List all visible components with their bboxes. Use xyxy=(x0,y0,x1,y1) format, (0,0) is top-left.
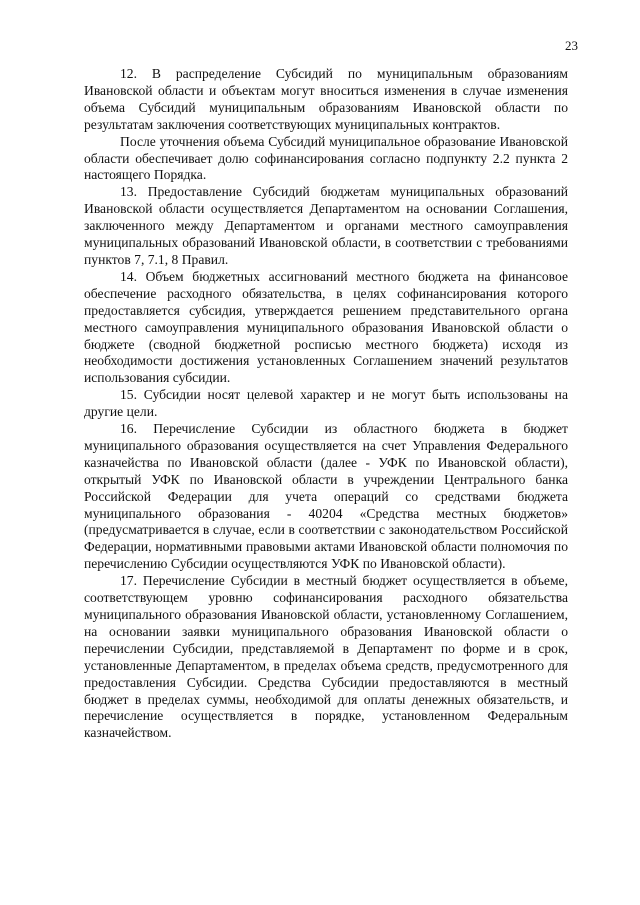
paragraph-14: 14. Объем бюджетных ассигнований местного бюджета на финансовое обеспечение расходного обязательства, в целях софинансирования которого предоставляется субсидия, утверждается решением представительного органа местного самоуправления муниципального образования Ивановской области о бюджете (сводной бюджетной росписью местного бюджета) исходя из необходимости достижения установленных Соглашением значений результатов использования субсидии. xyxy=(84,268,568,386)
paragraph-12: 12. В распределение Субсидий по муниципальным образованиям Ивановской области и объектам могут вноситься изменения в случае изменения объема Субсидий муниципальным образованиям Ивановской области по результатам заключения соответствующих муниципальных контрактов. xyxy=(84,66,568,132)
paragraph-15: 15. Субсидии носят целевой характер и не могут быть использованы на другие цели. xyxy=(84,387,568,420)
page-number: 23 xyxy=(565,38,578,53)
paragraph-16: 16. Перечисление Субсидии из областного бюджета в бюджет муниципального образования осуществляется на счет Управления Федерального казначейства по Ивановской области (далее - УФК по Ивановской области), открытый УФК по Ивановской области в учреждении Центрального банка Российской Федерации для учета операций со средствами бюджета муниципального образования - 40204 «Средства местных бюджетов» (предусматривается в случае, если в соответствии с законодательством Российской Федерации, нормативными правовыми актами Ивановской области полномочия по перечислению Субсидии осуществляются УФК по Ивановской области). xyxy=(84,421,568,572)
paragraph-17: 17. Перечисление Субсидии в местный бюджет осуществляется в объеме, соответствующем уровню софинансирования расходного обязательства муниципального образования Ивановской области, установленному Соглашением, на основании заявки муниципального образования Ивановской области о перечислении Субсидии, представляемой в Департамент по форме и в срок, установленные Департаментом, в пределах объема средств, предусмотренного для предоставления Субсидии. Средства Субсидии предоставляются в местный бюджет в пределах суммы, необходимой для оплаты денежных обязательств, и перечисление осуществляется в порядке, установленном Федеральным казначейством. xyxy=(84,573,568,741)
paragraph-12-continuation: После уточнения объема Субсидий муниципальное образование Ивановской области обеспечивает долю софинансирования согласно подпункту 2.2 пункта 2 настоящего Порядка. xyxy=(84,133,568,183)
document-body xyxy=(84,66,568,742)
paragraph-13: 13. Предоставление Субсидий бюджетам муниципальных образований Ивановской области осуществляется Департаментом на основании Соглашения, заключенного между Департаментом и органами местного самоуправления муниципальных образований Ивановской области, в соответствии с требованиями пунктов 7, 7.1, 8 Правил. xyxy=(84,184,568,267)
